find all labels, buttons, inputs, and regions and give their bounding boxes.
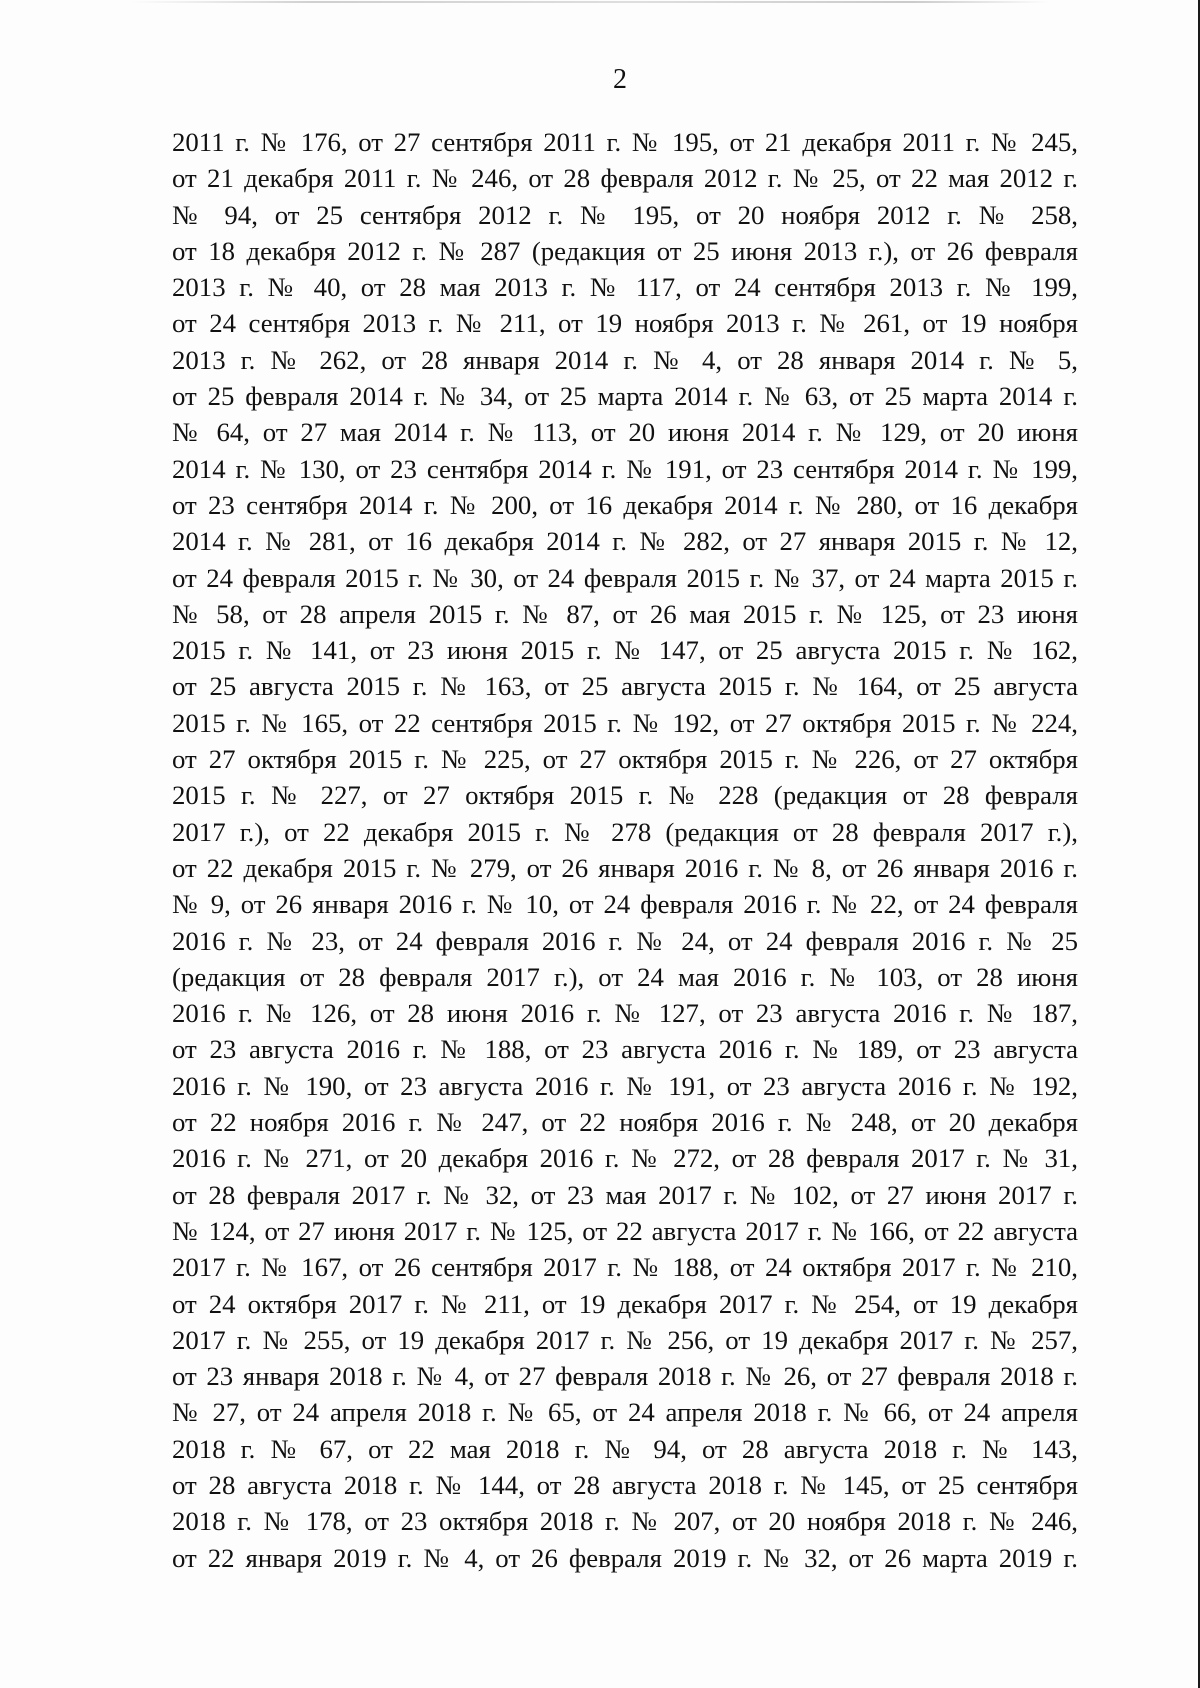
text-line: от 23 августа 2016 г. № 188, от 23 августа 2016 г. № 189, от 23 августа — [172, 1034, 1078, 1065]
text-line: от 24 сентября 2013 г. № 211, от 19 ноября 2013 г. № 261, от 19 ноября — [172, 308, 1078, 339]
text-line: 2016 г. № 23, от 24 февраля 2016 г. № 24, от 24 февраля 2016 г. № 25 — [172, 925, 1078, 956]
text-line: № 94, от 25 сентября 2012 г. № 195, от 20 ноября 2012 г. № 258, — [172, 199, 1078, 230]
text-line: 2013 г. № 40, от 28 мая 2013 г. № 117, от 24 сентября 2013 г. № 199, — [172, 272, 1078, 303]
text-line: 2016 г. № 271, от 20 декабря 2016 г. № 272, от 28 февраля 2017 г. № 31, — [172, 1143, 1078, 1174]
text-line: от 23 января 2018 г. № 4, от 27 февраля 2018 г. № 26, от 27 февраля 2018 г. — [172, 1361, 1078, 1392]
text-line: 2017 г. № 255, от 19 декабря 2017 г. № 256, от 19 декабря 2017 г. № 257, — [172, 1324, 1078, 1355]
text-line: от 25 февраля 2014 г. № 34, от 25 марта 2014 г. № 63, от 25 марта 2014 г. — [172, 381, 1078, 412]
text-line: 2018 г. № 67, от 22 мая 2018 г. № 94, от 28 августа 2018 г. № 143, — [172, 1433, 1078, 1464]
text-line: № 124, от 27 июня 2017 г. № 125, от 22 августа 2017 г. № 166, от 22 августа — [172, 1215, 1078, 1246]
text-line: 2014 г. № 130, от 23 сентября 2014 г. № 191, от 23 сентября 2014 г. № 199, — [172, 453, 1078, 484]
text-line: от 23 сентября 2014 г. № 200, от 16 декабря 2014 г. № 280, от 16 декабря — [172, 489, 1078, 520]
text-line: 2013 г. № 262, от 28 января 2014 г. № 4, от 28 января 2014 г. № 5, — [172, 344, 1078, 375]
text-line: 2015 г. № 141, от 23 июня 2015 г. № 147, от 25 августа 2015 г. № 162, — [172, 635, 1078, 666]
text-line: 2016 г. № 190, от 23 августа 2016 г. № 191, от 23 августа 2016 г. № 192, — [172, 1070, 1078, 1101]
text-line: от 18 декабря 2012 г. № 287 (редакция от 25 июня 2013 г.), от 26 февраля — [172, 235, 1078, 266]
text-line: от 22 ноября 2016 г. № 247, от 22 ноября 2016 г. № 248, от 20 декабря — [172, 1107, 1078, 1138]
text-line: от 25 августа 2015 г. № 163, от 25 августа 2015 г. № 164, от 25 августа — [172, 671, 1078, 702]
text-line: 2016 г. № 126, от 28 июня 2016 г. № 127, от 23 августа 2016 г. № 187, — [172, 998, 1078, 1029]
scan-edge-top — [130, 1, 1050, 3]
text-line: 2014 г. № 281, от 16 декабря 2014 г. № 282, от 27 января 2015 г. № 12, — [172, 526, 1078, 557]
text-line: 2017 г.), от 22 декабря 2015 г. № 278 (редакция от 28 февраля 2017 г.), — [172, 816, 1078, 847]
text-line: от 21 декабря 2011 г. № 246, от 28 февраля 2012 г. № 25, от 22 мая 2012 г. — [172, 163, 1078, 194]
text-line: (редакция от 28 февраля 2017 г.), от 24 мая 2016 г. № 103, от 28 июня — [172, 961, 1078, 992]
text-line: 2011 г. № 176, от 27 сентября 2011 г. № 195, от 21 декабря 2011 г. № 245, — [172, 127, 1078, 157]
text-line: от 22 января 2019 г. № 4, от 26 февраля 2019 г. № 32, от 26 марта 2019 г. — [172, 1542, 1078, 1573]
text-line: 2018 г. № 178, от 23 октября 2018 г. № 207, от 20 ноября 2018 г. № 246, — [172, 1506, 1078, 1537]
page-number: 2 — [613, 64, 627, 95]
text-line: № 27, от 24 апреля 2018 г. № 65, от 24 апреля 2018 г. № 66, от 24 апреля — [172, 1397, 1078, 1428]
text-line: 2015 г. № 227, от 27 октября 2015 г. № 228 (редакция от 28 февраля — [172, 780, 1078, 811]
text-line: № 64, от 27 мая 2014 г. № 113, от 20 июня 2014 г. № 129, от 20 июня — [172, 417, 1078, 448]
text-line: от 22 декабря 2015 г. № 279, от 26 января 2016 г. № 8, от 26 января 2016 г. — [172, 852, 1078, 883]
text-line: № 9, от 26 января 2016 г. № 10, от 24 февраля 2016 г. № 22, от 24 февраля — [172, 889, 1078, 920]
text-line: 2015 г. № 165, от 22 сентября 2015 г. № 192, от 27 октября 2015 г. № 224, — [172, 707, 1078, 738]
body-text — [172, 124, 1078, 1576]
text-line: 2017 г. № 167, от 26 сентября 2017 г. № 188, от 24 октября 2017 г. № 210, — [172, 1252, 1078, 1283]
text-line: от 24 февраля 2015 г. № 30, от 24 февраля 2015 г. № 37, от 24 марта 2015 г. — [172, 562, 1078, 593]
text-line: № 58, от 28 апреля 2015 г. № 87, от 26 мая 2015 г. № 125, от 23 июня — [172, 598, 1078, 629]
text-line: от 28 февраля 2017 г. № 32, от 23 мая 2017 г. № 102, от 27 июня 2017 г. — [172, 1179, 1078, 1210]
text-line: от 24 октября 2017 г. № 211, от 19 декабря 2017 г. № 254, от 19 декабря — [172, 1288, 1078, 1319]
text-line: от 28 августа 2018 г. № 144, от 28 августа 2018 г. № 145, от 25 сентября — [172, 1469, 1078, 1500]
text-line: от 27 октября 2015 г. № 225, от 27 октября 2015 г. № 226, от 27 октября — [172, 744, 1078, 775]
